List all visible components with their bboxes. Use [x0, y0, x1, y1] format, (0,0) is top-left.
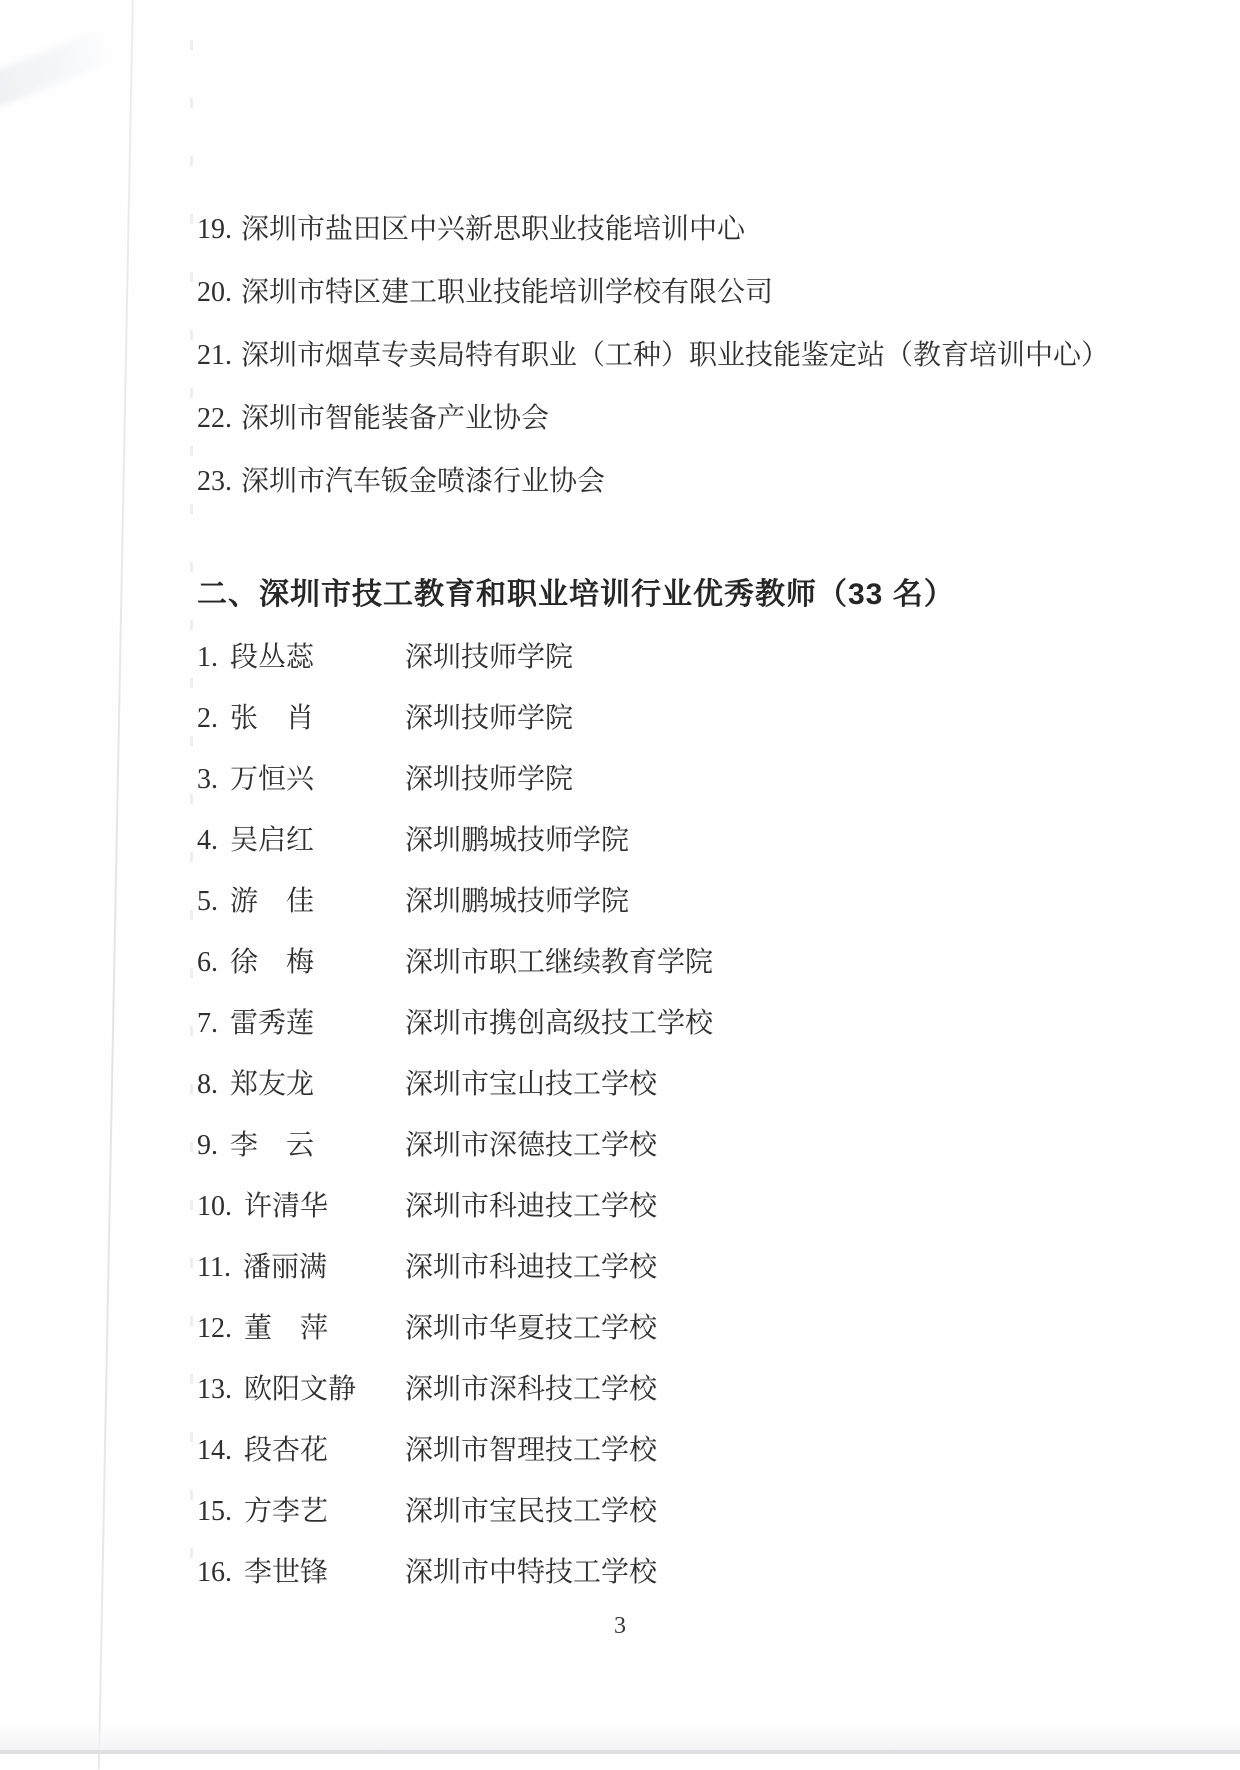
- organization-list-item: [197, 404, 1177, 434]
- scan-bottom-shading: [0, 1724, 1240, 1750]
- teacher-school: 深圳鹏城技师学院: [405, 825, 630, 856]
- teacher-number-and-name: [197, 1314, 405, 1344]
- teacher-number-and-name: [197, 948, 405, 978]
- teacher-list-item: [197, 643, 1177, 673]
- teacher-number-and-name: [197, 887, 405, 917]
- teacher-school: 深圳市科迪技工学校: [405, 1191, 658, 1222]
- teacher-list-item: [197, 1131, 1177, 1161]
- teacher-school: 深圳市科迪技工学校: [405, 1252, 658, 1283]
- teacher-number-and-name: [197, 1253, 405, 1283]
- teacher-list-item: [197, 1070, 1177, 1100]
- teacher-school: 深圳技师学院: [405, 642, 574, 673]
- organization-name: 深圳市智能装备产业协会: [241, 403, 550, 434]
- teacher-name: 李世锋: [244, 1557, 329, 1588]
- teacher-name: 郑友龙: [230, 1069, 315, 1100]
- teacher-number-and-name: [197, 704, 405, 734]
- item-number: 7.: [197, 1008, 218, 1039]
- item-number: 6.: [197, 947, 218, 978]
- teacher-school: 深圳市职工继续教育学院: [405, 947, 714, 978]
- teacher-name: 许清华: [244, 1191, 329, 1222]
- organization-name: 深圳市烟草专卖局特有职业（工种）职业技能鉴定站（教育培训中心）: [241, 340, 1110, 371]
- item-number: 19.: [197, 214, 232, 245]
- teacher-list-item: [197, 765, 1177, 795]
- item-number: 10.: [197, 1191, 232, 1222]
- teacher-name: 段丛蕊: [230, 642, 315, 673]
- teacher-school: 深圳市中特技工学校: [405, 1557, 658, 1588]
- teacher-name: 欧阳文静: [244, 1374, 357, 1405]
- teacher-school: 深圳鹏城技师学院: [405, 886, 630, 917]
- teacher-school: 深圳市宝民技工学校: [405, 1496, 658, 1527]
- scan-bottom-edge: [0, 1750, 1240, 1754]
- teacher-list-item: [197, 1436, 1177, 1466]
- teacher-number-and-name: [197, 765, 405, 795]
- teacher-school: 深圳市深德技工学校: [405, 1130, 658, 1161]
- teacher-list-item: [197, 1375, 1177, 1405]
- teacher-list-item: [197, 948, 1177, 978]
- organization-list-item: [197, 467, 1177, 497]
- teacher-list-item: [197, 1558, 1177, 1588]
- item-number: 4.: [197, 825, 218, 856]
- teacher-school: 深圳技师学院: [405, 764, 574, 795]
- teacher-school: 深圳市宝山技工学校: [405, 1069, 658, 1100]
- item-number: 12.: [197, 1313, 232, 1344]
- item-number: 16.: [197, 1557, 232, 1588]
- teacher-name: 徐 梅: [230, 947, 315, 978]
- teacher-list-item: [197, 1253, 1177, 1283]
- teacher-school: 深圳技师学院: [405, 703, 574, 734]
- item-number: 13.: [197, 1374, 232, 1405]
- teacher-list-item: [197, 826, 1177, 856]
- organization-name: 深圳市特区建工职业技能培训学校有限公司: [241, 277, 774, 308]
- item-number: 15.: [197, 1496, 232, 1527]
- teacher-number-and-name: [197, 826, 405, 856]
- teacher-name: 张 肖: [230, 703, 315, 734]
- teacher-number-and-name: [197, 1070, 405, 1100]
- teacher-name: 雷秀莲: [230, 1008, 315, 1039]
- teacher-school: 深圳市携创高级技工学校: [405, 1008, 714, 1039]
- teacher-name: 李 云: [230, 1130, 315, 1161]
- item-number: 23.: [197, 466, 232, 497]
- teacher-number-and-name: [197, 1192, 405, 1222]
- teacher-name: 万恒兴: [230, 764, 315, 795]
- teacher-number-and-name: [197, 1375, 405, 1405]
- organization-list-item: [197, 278, 1177, 308]
- item-number: 5.: [197, 886, 218, 917]
- item-number: 3.: [197, 764, 218, 795]
- scan-smudge: [0, 29, 114, 109]
- organization-list-item: [197, 341, 1177, 371]
- teacher-name: 董 萍: [244, 1313, 329, 1344]
- organization-name: 深圳市汽车钣金喷漆行业协会: [241, 466, 606, 497]
- item-number: 22.: [197, 403, 232, 434]
- teacher-name: 游 佳: [230, 886, 315, 917]
- teacher-name: 段杏花: [244, 1435, 329, 1466]
- item-number: 21.: [197, 340, 232, 371]
- teacher-name: 方李艺: [244, 1496, 329, 1527]
- item-number: 2.: [197, 703, 218, 734]
- teacher-number-and-name: [197, 1436, 405, 1466]
- page-number: 3: [614, 1613, 626, 1639]
- teacher-number-and-name: [197, 1131, 405, 1161]
- item-number: 14.: [197, 1435, 232, 1466]
- teacher-number-and-name: [197, 1497, 405, 1527]
- scan-noise-dots: [190, 40, 193, 1600]
- teacher-school: 深圳市智理技工学校: [405, 1435, 658, 1466]
- teacher-list-item: [197, 1314, 1177, 1344]
- teacher-list-item: [197, 704, 1177, 734]
- item-number: 9.: [197, 1130, 218, 1161]
- teacher-list-item: [197, 1009, 1177, 1039]
- organization-list: [197, 215, 1177, 530]
- teacher-school: 深圳市华夏技工学校: [405, 1313, 658, 1344]
- teacher-number-and-name: [197, 1009, 405, 1039]
- teacher-number-and-name: [197, 1558, 405, 1588]
- scan-edge-line: [98, 0, 134, 1770]
- organization-list-item: [197, 215, 1177, 245]
- teacher-list-item: [197, 1192, 1177, 1222]
- teacher-number-and-name: [197, 643, 405, 673]
- teacher-school: 深圳市深科技工学校: [405, 1374, 658, 1405]
- teacher-name: 吴启红: [230, 825, 315, 856]
- teacher-list: [197, 643, 1177, 1619]
- section-heading: 二、深圳市技工教育和职业培训行业优秀教师（33 名）: [197, 578, 955, 611]
- item-number: 11.: [197, 1252, 231, 1283]
- item-number: 1.: [197, 642, 218, 673]
- item-number: 8.: [197, 1069, 218, 1100]
- teacher-list-item: [197, 887, 1177, 917]
- item-number: 20.: [197, 277, 232, 308]
- organization-name: 深圳市盐田区中兴新思职业技能培训中心: [241, 214, 746, 245]
- teacher-list-item: [197, 1497, 1177, 1527]
- teacher-name: 潘丽满: [242, 1252, 327, 1283]
